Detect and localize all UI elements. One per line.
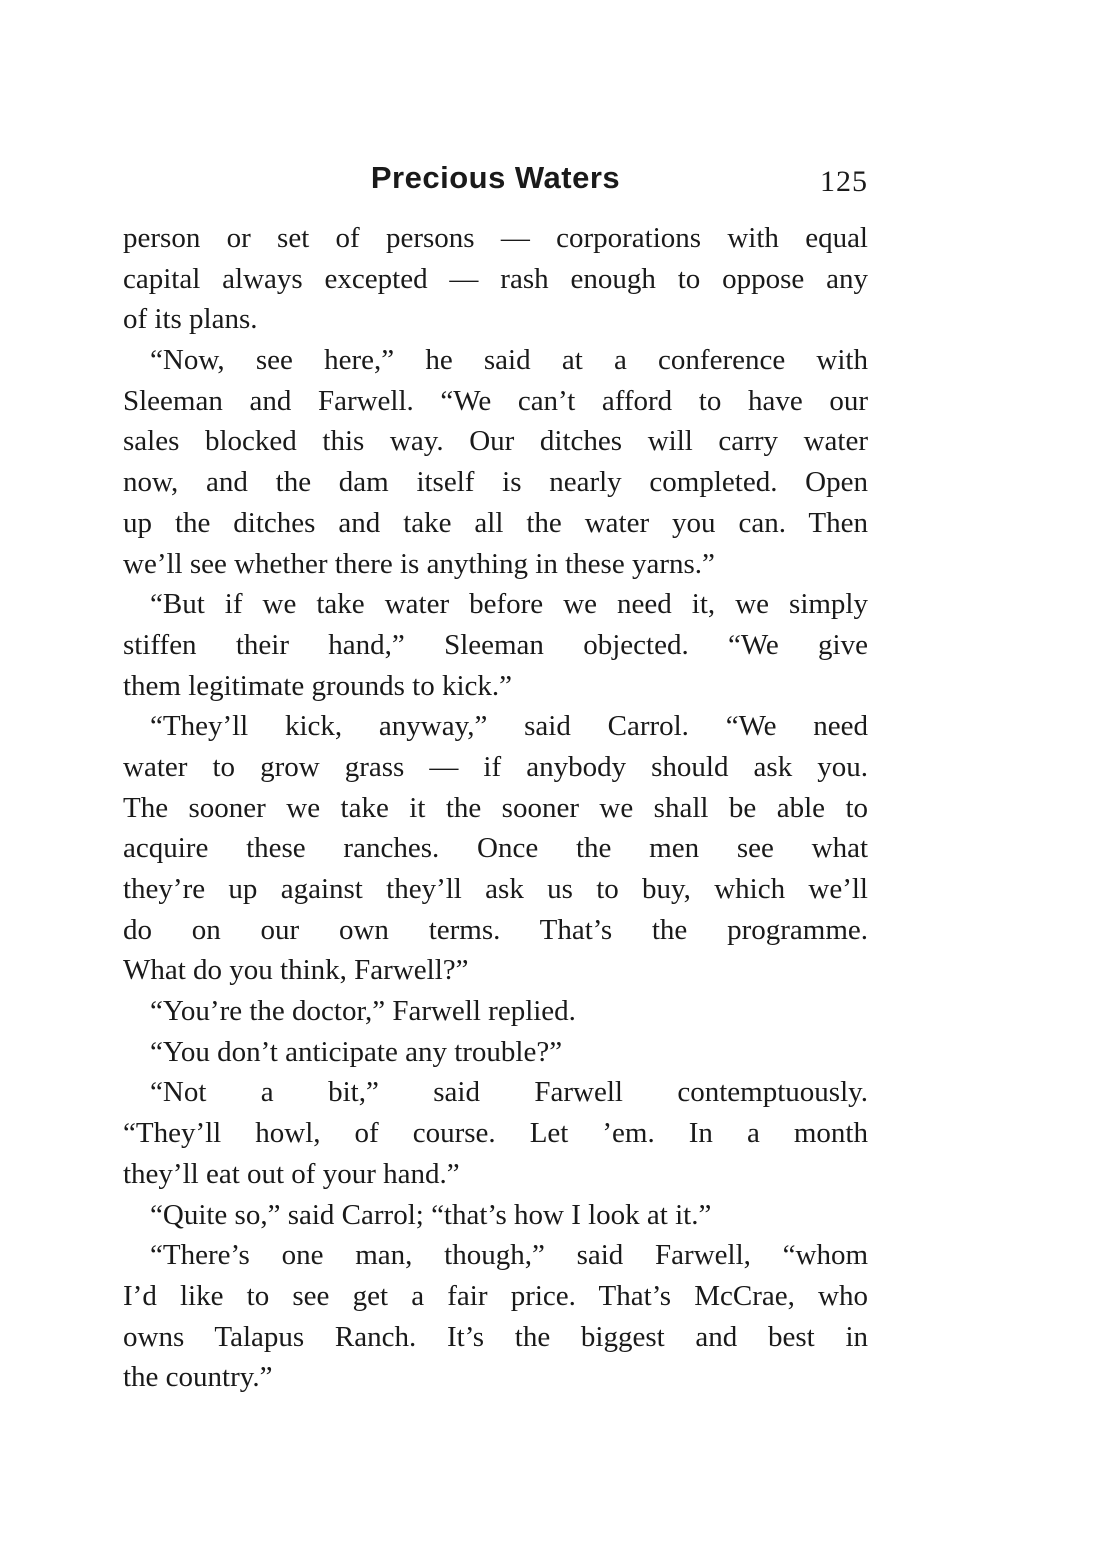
paragraph-first-line: “But if we take water before we need it, we simply [150,588,868,621]
chapter-title: Precious Waters [370,160,621,195]
text-line: I’d like to see get a fair price. That’s McCrae, who [123,1279,868,1312]
text-line: of its plans. [123,303,258,336]
paragraph-first-line: “You don’t anticipate any trouble?” [150,1035,563,1068]
text-line: “They’ll howl, of course. Let ’em. In a month [123,1117,868,1150]
paragraph-first-line: “Not a bit,” said Farwell contemptuously. [150,1076,868,1109]
text-line: stiffen their hand,” Sleeman objected. “We give [123,628,868,661]
text-line: capital always excepted — rash enough to oppose any [123,262,868,295]
paragraph-first-line: “They’ll kick, anyway,” said Carrol. “We need [150,710,868,743]
paragraph-first-line: “Now, see here,” he said at a conference with [150,344,868,377]
running-head [123,150,868,210]
text-line: person or set of persons — corporations with equal [123,222,868,254]
text-line: Sleeman and Farwell. “We can’t afford to have our [123,384,868,417]
text-line: they’re up against they’ll ask us to buy, which we’ll [123,873,868,905]
paragraph-first-line: “There’s one man, though,” said Farwell, “whom [150,1239,868,1272]
text-line: acquire these ranches. Once the men see what [123,832,868,865]
text-line: up the ditches and take all the water you can. Then [123,506,868,539]
paragraph-first-line: “You’re the doctor,” Farwell replied. [150,995,576,1028]
text-line: the country.” [123,1361,273,1394]
text-line: The sooner we take it the sooner we shall be able to [123,791,868,824]
page-number: 125 [820,165,868,198]
text-line: now, and the dam itself is nearly completed. Open [123,466,868,499]
text-line: sales blocked this way. Our ditches will carry water [123,425,868,458]
text-line: do on our own terms. That’s the programme. [123,913,868,946]
paragraph-first-line: “Quite so,” said Carrol; “that’s how I look at it.” [150,1198,712,1231]
text-line: them legitimate grounds to kick.” [123,669,512,702]
text-line: What do you think, Farwell?” [123,954,469,987]
body-text [123,218,868,1398]
text-line: they’ll eat out of your hand.” [123,1157,460,1190]
text-line: water to grow grass — if anybody should ask you. [123,750,868,783]
text-line: owns Talapus Ranch. It’s the biggest and best in [123,1320,868,1353]
text-line: we’ll see whether there is anything in these yarns.” [123,547,715,580]
